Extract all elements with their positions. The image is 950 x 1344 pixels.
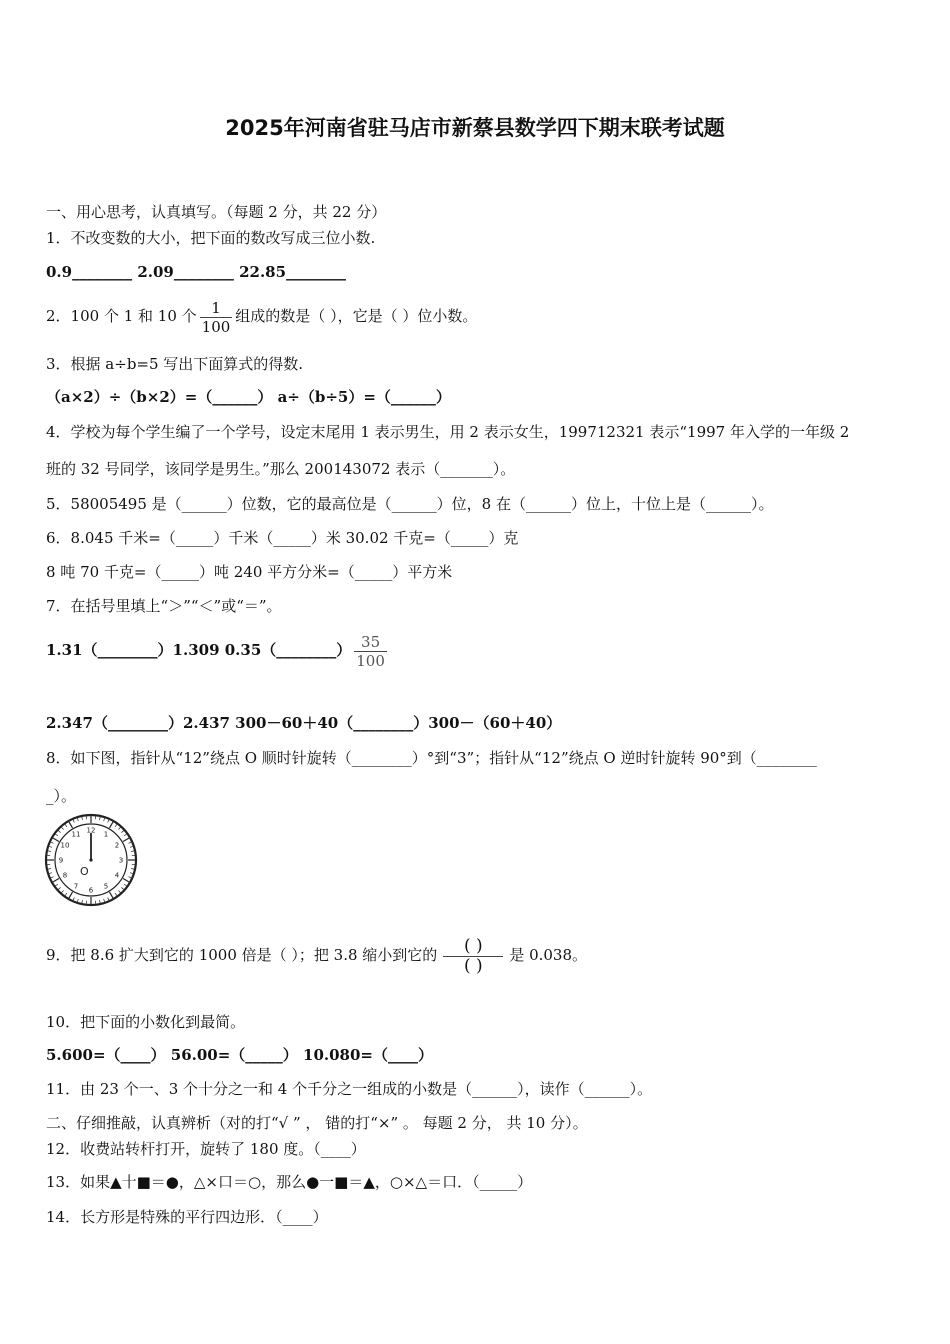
clock-tick xyxy=(73,897,74,900)
question-7-row1 xyxy=(46,628,910,672)
question-14: 14．长方形是特殊的平行四边形．（____） xyxy=(46,1208,328,1226)
clock-tick xyxy=(130,846,133,847)
clock-tick xyxy=(124,834,126,836)
clock-tick xyxy=(49,873,52,874)
clock-center-label: O xyxy=(80,865,89,878)
question-3-items: （a×2）÷（b×2）=（______） a÷（b÷5）=（______） xyxy=(46,388,451,406)
clock-tick xyxy=(73,820,74,823)
question-7-row1-text: 1.31（________）1.309 0.35（________） xyxy=(46,641,352,659)
clock-tick xyxy=(128,842,131,843)
question-12: 12．收费站转杆打开，旋转了 180 度。（____） xyxy=(46,1140,366,1158)
clock-tick xyxy=(51,877,54,878)
question-13: 13．如果▲十■＝●，△×口＝○，那么●一■＝▲，○×△＝口．（_____） xyxy=(46,1173,533,1191)
clock-number: 2 xyxy=(114,841,120,850)
section-2-heading: 二、仔细推敲，认真辨析（对的打“√ ” ， 错的打“×” 。 每题 2 分， 共 10 分）。 xyxy=(46,1114,588,1132)
question-11: 11．由 23 个一、3 个十分之一和 4 个千分之一组成的小数是（______），读作（______）。 xyxy=(46,1080,653,1098)
clock-tick xyxy=(118,827,120,829)
clock-tick xyxy=(55,834,57,836)
clock-tick xyxy=(62,827,64,829)
clock-tick xyxy=(62,890,64,892)
clock-tick xyxy=(110,822,114,828)
clock-number: 9 xyxy=(58,856,64,865)
question-7-row2: 2.347（________）2.437 300－60＋40（________）300－（60＋40） xyxy=(46,714,562,732)
clock-tick xyxy=(124,884,126,886)
clock-tick xyxy=(110,892,114,898)
clock-number: 5 xyxy=(103,882,109,891)
question-2-post: 组成的数是（ ），它是（ ）位小数。 xyxy=(235,307,478,325)
clock-tick xyxy=(100,817,101,820)
clock-tick xyxy=(58,831,60,833)
question-2-pre: 2．100 个 1 和 10 个 xyxy=(46,307,197,325)
clock-tick xyxy=(123,838,129,842)
clock-tick xyxy=(115,893,117,895)
question-7-stem: 7．在括号里填上“＞”“＜”或“＝”。 xyxy=(46,597,282,615)
blank-numerator: ( ) xyxy=(463,935,483,956)
question-9-blank-fraction xyxy=(443,937,503,976)
clock-tick xyxy=(48,869,51,870)
clock-tick xyxy=(69,892,73,898)
clock-tick xyxy=(82,900,83,903)
question-10-items: 5.600=（____） 56.00=（_____） 10.080=（____） xyxy=(46,1046,433,1064)
clock-tick xyxy=(121,887,123,889)
clock-number: 3 xyxy=(118,856,124,865)
question-9 xyxy=(46,926,910,984)
clock-center-dot xyxy=(89,858,92,861)
clock-tick xyxy=(58,887,60,889)
question-4-line1: 4．学校为每个学生编了一个学号，设定末尾用 1 表示男生，用 2 表示女生，199712321 表示“1997 年入学的一年级 2 xyxy=(46,423,850,441)
fraction-denominator: 100 xyxy=(356,651,385,670)
clock-tick xyxy=(100,900,101,903)
clock-number: 12 xyxy=(86,826,96,835)
clock-tick xyxy=(77,899,78,902)
clock-number: 8 xyxy=(62,871,68,880)
clock-tick xyxy=(131,869,134,870)
clock-tick xyxy=(104,818,105,821)
clock-tick xyxy=(118,890,120,892)
fraction-numerator: 1 xyxy=(211,298,221,317)
clock-number: 7 xyxy=(73,882,79,891)
clock-tick xyxy=(69,822,73,828)
clock-tick xyxy=(51,842,54,843)
page-title: 2025年河南省驻马店市新蔡县数学四下期末联考试题 xyxy=(225,116,725,140)
clock-tick xyxy=(53,879,59,883)
question-10-stem: 10．把下面的小数化到最简。 xyxy=(46,1013,246,1031)
question-2-fraction xyxy=(200,299,233,336)
question-6-line2: 8 吨 70 千克=（_____）吨 240 平方分米=（_____）平方米 xyxy=(46,563,453,581)
question-4-line2: 班的 32 号同学，该同学是男生。”那么 200143072 表示（_______）。 xyxy=(46,460,516,478)
question-8-line2: _）。 xyxy=(46,787,77,805)
clock-tick xyxy=(123,879,129,883)
clock-tick xyxy=(128,877,131,878)
clock-tick xyxy=(104,899,105,902)
fraction-numerator: 35 xyxy=(361,632,381,651)
question-3-stem: 3．根据 a÷b=5 写出下面算式的得数. xyxy=(46,355,304,373)
question-7-fraction xyxy=(354,633,387,670)
question-6-line1: 6．8.045 千米=（_____）千米（_____）米 30.02 千克=（_____）克 xyxy=(46,529,519,547)
section-1-heading: 一、用心思考，认真填写。（每题 2 分，共 22 分） xyxy=(46,203,387,221)
clock-tick xyxy=(55,884,57,886)
clock-tick xyxy=(65,893,67,895)
clock-tick xyxy=(108,897,109,900)
clock-tick xyxy=(65,824,67,826)
clock-tick xyxy=(82,817,83,820)
question-8-line1: 8．如下图，指针从“12”绕点 O 顺时针旋转（________）°到“3”；指针从“12”绕点 O 逆时针旋转 90°到（________ xyxy=(46,749,817,767)
fraction-denominator: 100 xyxy=(201,317,231,336)
clock-number: 11 xyxy=(71,830,81,839)
blank-denominator: ( ) xyxy=(463,955,483,976)
clock-number: 1 xyxy=(103,830,109,839)
clock-number: 10 xyxy=(60,841,70,850)
clock-tick xyxy=(48,851,51,852)
question-5: 5．58005495 是（______）位数，它的最高位是（______）位，8 在（______）位上，十位上是（______）。 xyxy=(46,495,774,513)
clock-tick xyxy=(121,831,123,833)
clock-number: 4 xyxy=(114,871,120,880)
clock-tick xyxy=(53,838,59,842)
clock-tick xyxy=(108,820,109,823)
clock-tick xyxy=(130,873,133,874)
clock-tick xyxy=(49,846,52,847)
clock-figure xyxy=(44,813,138,907)
question-1-items: 0.9________ 2.09________ 22.85________ xyxy=(46,263,347,281)
question-9-pre: 9．把 8.6 扩大到它的 1000 倍是（ ）；把 3.8 缩小到它的 xyxy=(46,946,438,964)
question-2 xyxy=(46,294,910,338)
clock-number: 6 xyxy=(88,886,94,895)
clock-tick xyxy=(77,818,78,821)
clock-tick xyxy=(131,851,134,852)
question-1-stem: 1．不改变数的大小，把下面的数改写成三位小数. xyxy=(46,229,376,247)
clock-tick xyxy=(115,824,117,826)
question-9-post: 是 0.038。 xyxy=(509,946,588,964)
